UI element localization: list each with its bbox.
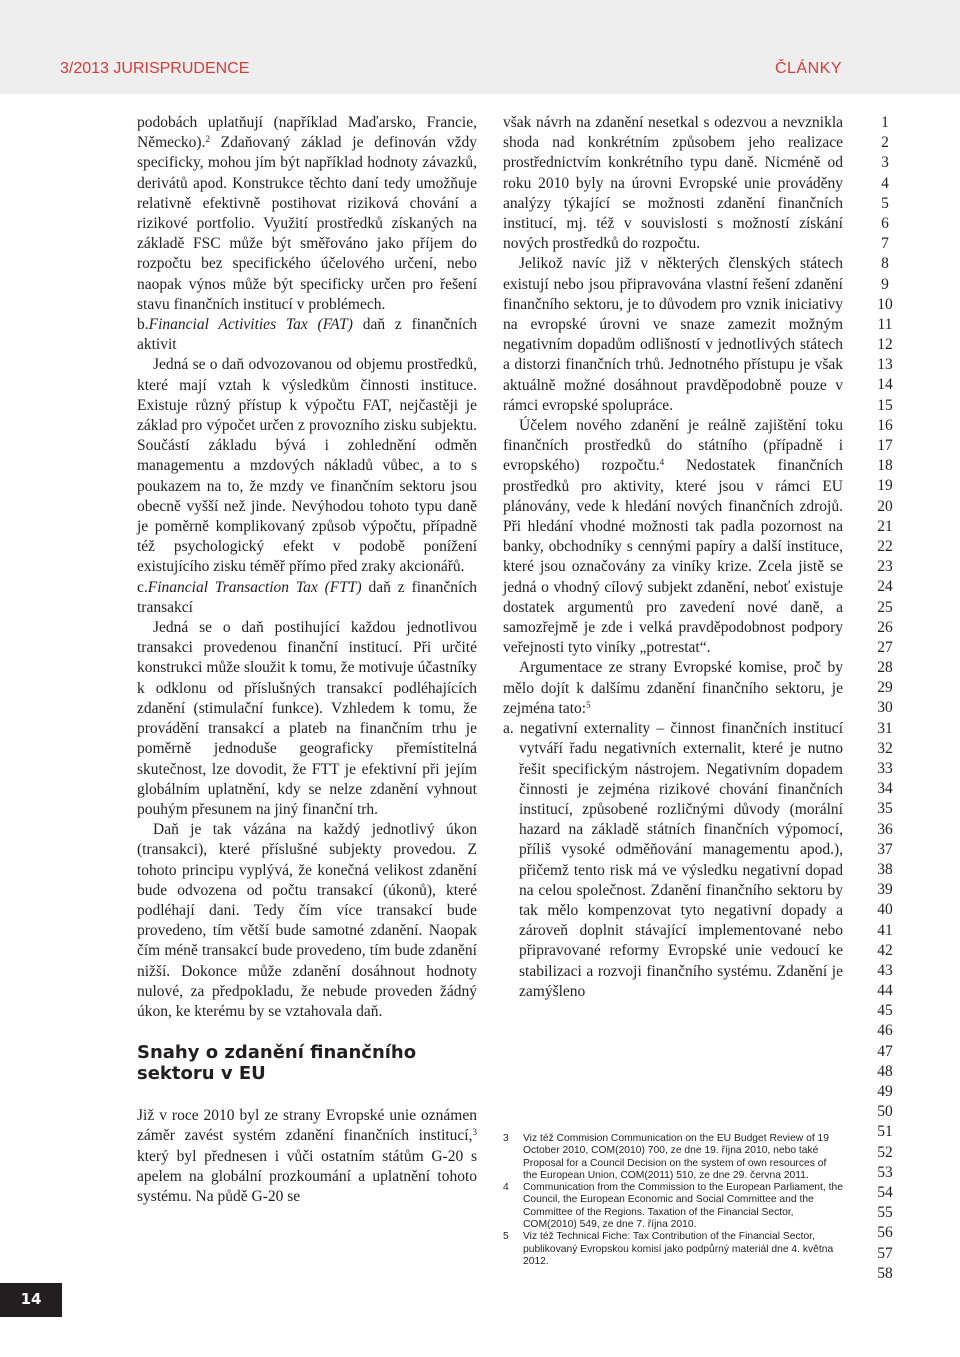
line-number: 37 xyxy=(877,840,893,858)
paragraph-argumentation xyxy=(503,658,843,719)
line-number: 28 xyxy=(877,659,893,677)
line-number: 27 xyxy=(877,638,893,656)
subheading-ftt xyxy=(137,578,477,618)
line-number: 48 xyxy=(877,1062,893,1080)
line-number: 11 xyxy=(877,315,893,333)
line-number: 43 xyxy=(877,961,893,979)
line-number: 42 xyxy=(877,941,893,959)
paragraph-fat: Jedná se o daň odvozovanou od objemu prostředků, které mají vztah k výsledkům činnosti instituce. Existuje různý přístup k výpočtu FAT, nejčastěji je základ pro výpočet určen z provozního zisku subjektu. Součástí základu bývá i zohlednění odměn managementu a mzdových nákladů vůbec, a to s poukazem na to, že mzdy ve finančním sektoru jsou obecně vyšší než jinde. Nevýhodou tohoto typu daně je poměrně komplikovaný způsob výpočtu, případně též psychologický efekt v podobě ponížení existujícího zisku téměř přímo před zraky akcionářů. xyxy=(137,356,477,576)
footnotes xyxy=(503,1133,843,1268)
line-number: 26 xyxy=(877,618,893,636)
line-number: 46 xyxy=(877,1022,893,1040)
text-span: Účelem nového zdanění je reálně zajištění toku finančních prostředků do státního (případně i evropského) rozpočtu. xyxy=(503,417,843,475)
line-number: 14 xyxy=(877,376,893,394)
paragraph-fsc xyxy=(137,113,477,315)
line-number: 1 xyxy=(881,114,889,131)
text-span: podobách uplatňují (například Maďarsko, Francie, Německo). xyxy=(137,114,477,152)
right-column xyxy=(503,113,843,1002)
line-number: 41 xyxy=(877,921,893,939)
line-number: 40 xyxy=(877,901,893,919)
line-number: 38 xyxy=(877,860,893,878)
line-number: 21 xyxy=(877,517,893,535)
line-number: 44 xyxy=(877,982,893,1000)
line-numbers xyxy=(860,113,910,1284)
text-span: daň z finančních transakcí xyxy=(137,578,477,616)
paragraph-eu xyxy=(137,1106,477,1207)
footnote xyxy=(503,1133,843,1182)
line-number: 25 xyxy=(877,598,893,616)
paragraph-ftt: Jedná se o daň postihující každou jednotlivou transakci provedenou finanční institucí. Při určité konstrukci může sloužit k tomu, že motivuje účastníky k odklonu od příslušných transakcí podléhajících zdanění (stimulační funkce). Vzhledem k tomu, že provádění transakcí a plateb na finančním trhu je poměrně jednoduše geograficky přemístitelná skutečnost, lze dovodit, že FTT je efektivní při jejím globálním uplatnění, kdy se nelze zdanění vyhnout pouhým přesunem na jiný finanční trh. xyxy=(137,619,477,818)
line-number: 23 xyxy=(877,558,893,576)
text-span: který byl přednesen i vůči ostatním státům G-20 s apelem na globální prozkoumání a uplatnění tohoto systému. Na půdě G-20 se xyxy=(137,1147,477,1205)
line-number: 20 xyxy=(877,497,893,515)
line-number: 49 xyxy=(877,1083,893,1100)
line-number: 56 xyxy=(877,1224,893,1242)
line-number: 55 xyxy=(877,1204,893,1222)
header-bar xyxy=(0,0,960,94)
line-number: 39 xyxy=(877,881,893,899)
left-column xyxy=(137,113,477,1207)
line-number: 31 xyxy=(877,719,893,737)
line-number: 4 xyxy=(881,174,889,192)
line-number: 8 xyxy=(881,255,889,273)
footnote-text: Communication from the Commission to the European Parliament, the Council, the European Economic and Social Committee and the Committee of the Regions. Taxation of the Financial Sector, COM(2010) 549, ze dne 7. října 2010. xyxy=(523,1182,843,1231)
line-number: 52 xyxy=(877,1143,893,1161)
line-number: 45 xyxy=(877,1002,893,1020)
line-number: 51 xyxy=(877,1123,893,1141)
text-span: Zdaňovaný základ je definován vždy specificky, mohou jím být například hodnoty závazků, derivátů apod. Konstrukce těchto daní tedy umožňuje relativně efektivně postihovat riziková chování a rizikové portfolio. Využití prostředků získaných na základě FSC může být směřováno jako příjem do rozpočtu bez specifického účelového určení, nebo naopak výnos může být specificky určen pro řešení stavu finančních institucí v problémech. xyxy=(137,134,477,313)
footnote-ref: 5 xyxy=(586,699,591,710)
line-number: 54 xyxy=(877,1183,893,1201)
line-number: 5 xyxy=(881,194,889,212)
text-span: Nedostatek finančních prostředků pro aktivity, které jsou v rámci EU plánovány, vede k hledání nových finančních zdrojů. Při hledání vhodné možnosti tak padla pozornost na banky, obchodníky s cennými papíry a další instituce, které jsou označovány za viníky krize. Zcela jistě se jedná o vhodný cílový subjekt zdanění, neboť existuje dostatek argumentů pro zavedení nové daně, a samozřejmě je zde i velká pravděpodobnost podpory veřejnosti tyto viníky „potrestat“. xyxy=(503,457,844,657)
footnote xyxy=(503,1182,843,1231)
line-number: 47 xyxy=(877,1042,893,1060)
footnote-number: 5 xyxy=(503,1231,509,1243)
section-label: ČLÁNKY xyxy=(774,60,842,77)
footnote xyxy=(503,1231,843,1268)
line-number: 32 xyxy=(877,739,893,757)
line-number: 17 xyxy=(877,437,893,454)
list-item-externalities: a. negativní externality – činnost finančních institucí vytváří řadu negativních externalit, které je nutno řešit specifickým nástrojem. Negativním dopadem činnosti je zejména rizikové chování finančních institucí, způsobené rozličnými důvody (morální hazard na základě státních finančních výpomocí, příliš vysoké odměňování managementu apod.), přičemž tento risk má ve výsledku negativní dopad na celou společnost. Zdanění finančního sektoru by tak mělo kompenzovat tyto negativní dopady a zároveň doplnit stávající implementované nebo připravované reformy Evropské unie vedoucí ke stabilizaci a rozvoji finančního systému. Zdanění je zamýšleno xyxy=(503,720,843,1000)
line-number: 34 xyxy=(877,780,893,798)
footnote-number: 3 xyxy=(503,1133,509,1144)
journal-title: 3/2013 JURISPRUDENCE xyxy=(60,60,250,77)
paragraph-purpose xyxy=(503,416,843,658)
footnote-ref: 2 xyxy=(205,134,210,145)
line-number: 15 xyxy=(877,396,893,414)
page-number: 14 xyxy=(20,1290,42,1308)
footnote-number: 4 xyxy=(503,1182,509,1194)
line-number: 30 xyxy=(877,699,893,717)
line-number: 35 xyxy=(877,800,893,818)
paragraph-member-states: Jelikož navíc již v některých členských státech existují nebo jsou připravována vlastní řešení zdanění finančního sektoru, je to důvodem pro vznik iniciativy na evropské úrovni ve snaze zamezit možným negativním dopadům odlišností v jednotlivých státech a distorzi finančních trhů. Jednotného přístupu je však aktuálně možné dosáhnout pravděpodobně pouze v rámci evropské spolupráce. xyxy=(503,255,843,414)
line-number: 12 xyxy=(877,336,893,354)
section-heading: Snahy o zdanění finančního sektoru v EU xyxy=(137,1042,417,1085)
footnote-text: Viz též Commision Communication on the EU Budget Review of 19 October 2010, COM(2010) 700, ze dne 19. října 2010, nebo také Proposal for a Council Decision on the system of own resources of the European Union, COM(2011) 510, ze dne 29. června 2011. xyxy=(523,1133,830,1181)
line-number: 7 xyxy=(881,235,889,253)
text-span: Argumentace ze strany Evropské komise, proč by mělo dojít k dalšímu zdanění finančního sektoru, je zejména tato: xyxy=(503,659,843,717)
line-number: 2 xyxy=(881,134,889,152)
line-number: 24 xyxy=(877,578,893,596)
list-marker: b. xyxy=(137,316,149,334)
text-span: daň z finančních aktivit xyxy=(137,316,477,354)
line-number: 36 xyxy=(877,820,893,838)
subheading-fat xyxy=(137,315,477,355)
list-marker: c. xyxy=(137,578,148,596)
footnote-ref: 4 xyxy=(659,457,665,468)
footnote-ref: 3 xyxy=(472,1127,477,1138)
line-number: 9 xyxy=(881,275,889,293)
text-span: Již v roce 2010 byl ze strany Evropské unie oznámen záměr zavést systém zdanění finančních institucí, xyxy=(137,1107,477,1145)
line-number: 10 xyxy=(877,295,893,313)
line-number: 57 xyxy=(877,1244,893,1262)
line-number: 6 xyxy=(881,214,889,232)
line-number: 33 xyxy=(877,760,893,777)
line-number: 13 xyxy=(877,356,893,374)
paragraph-continuation: však návrh na zdanění nesetkal s odezvou a nevznikla shoda nad konkrétním způsobem jeho realizace prostřednictvím konkrétního typu daně. Nicméně od roku 2010 byly na úrovni Evropské unie prováděny analýzy týkající se možnosti zdanění finančních institucí, mj. též v souvislosti s možností získání nových prostředků do rozpočtu. xyxy=(503,114,843,253)
line-number: 29 xyxy=(877,679,893,697)
line-number: 3 xyxy=(881,154,889,172)
line-number: 18 xyxy=(877,457,893,475)
term-italic: Financial Transaction Tax (FTT) xyxy=(147,578,362,596)
line-number: 22 xyxy=(877,537,893,555)
line-number: 50 xyxy=(877,1103,893,1121)
line-number: 53 xyxy=(877,1163,893,1181)
line-number: 19 xyxy=(877,477,893,495)
paragraph-binding: Daň je tak vázána na každý jednotlivý úkon (transakci), které příslušné subjekty provedou. Z tohoto principu vyplývá, že konečná velikost zdanění bude odvozena od počtu transakcí (úkonů), které podléhají dani. Tedy čím více transakcí bude provedeno, tím větší bude samotné zdanění. Naopak čím méně transakcí bude provedeno, tím bude zdanění nižší. Dokonce může zdanění dosáhnout hodnoty nulové, za předpokladu, že nebude proveden žádný úkon, ke kterému by se vztahovala daň. xyxy=(137,821,477,1020)
line-number: 58 xyxy=(877,1264,893,1282)
footnote-text: Viz též Technical Fiche: Tax Contribution of the Financial Sector, publikovaný Evropskou komisí jako podpůrný materiál dne 4. května 2012. xyxy=(523,1231,834,1267)
term-italic: Financial Activities Tax (FAT) xyxy=(148,316,353,334)
line-number: 16 xyxy=(877,416,893,434)
